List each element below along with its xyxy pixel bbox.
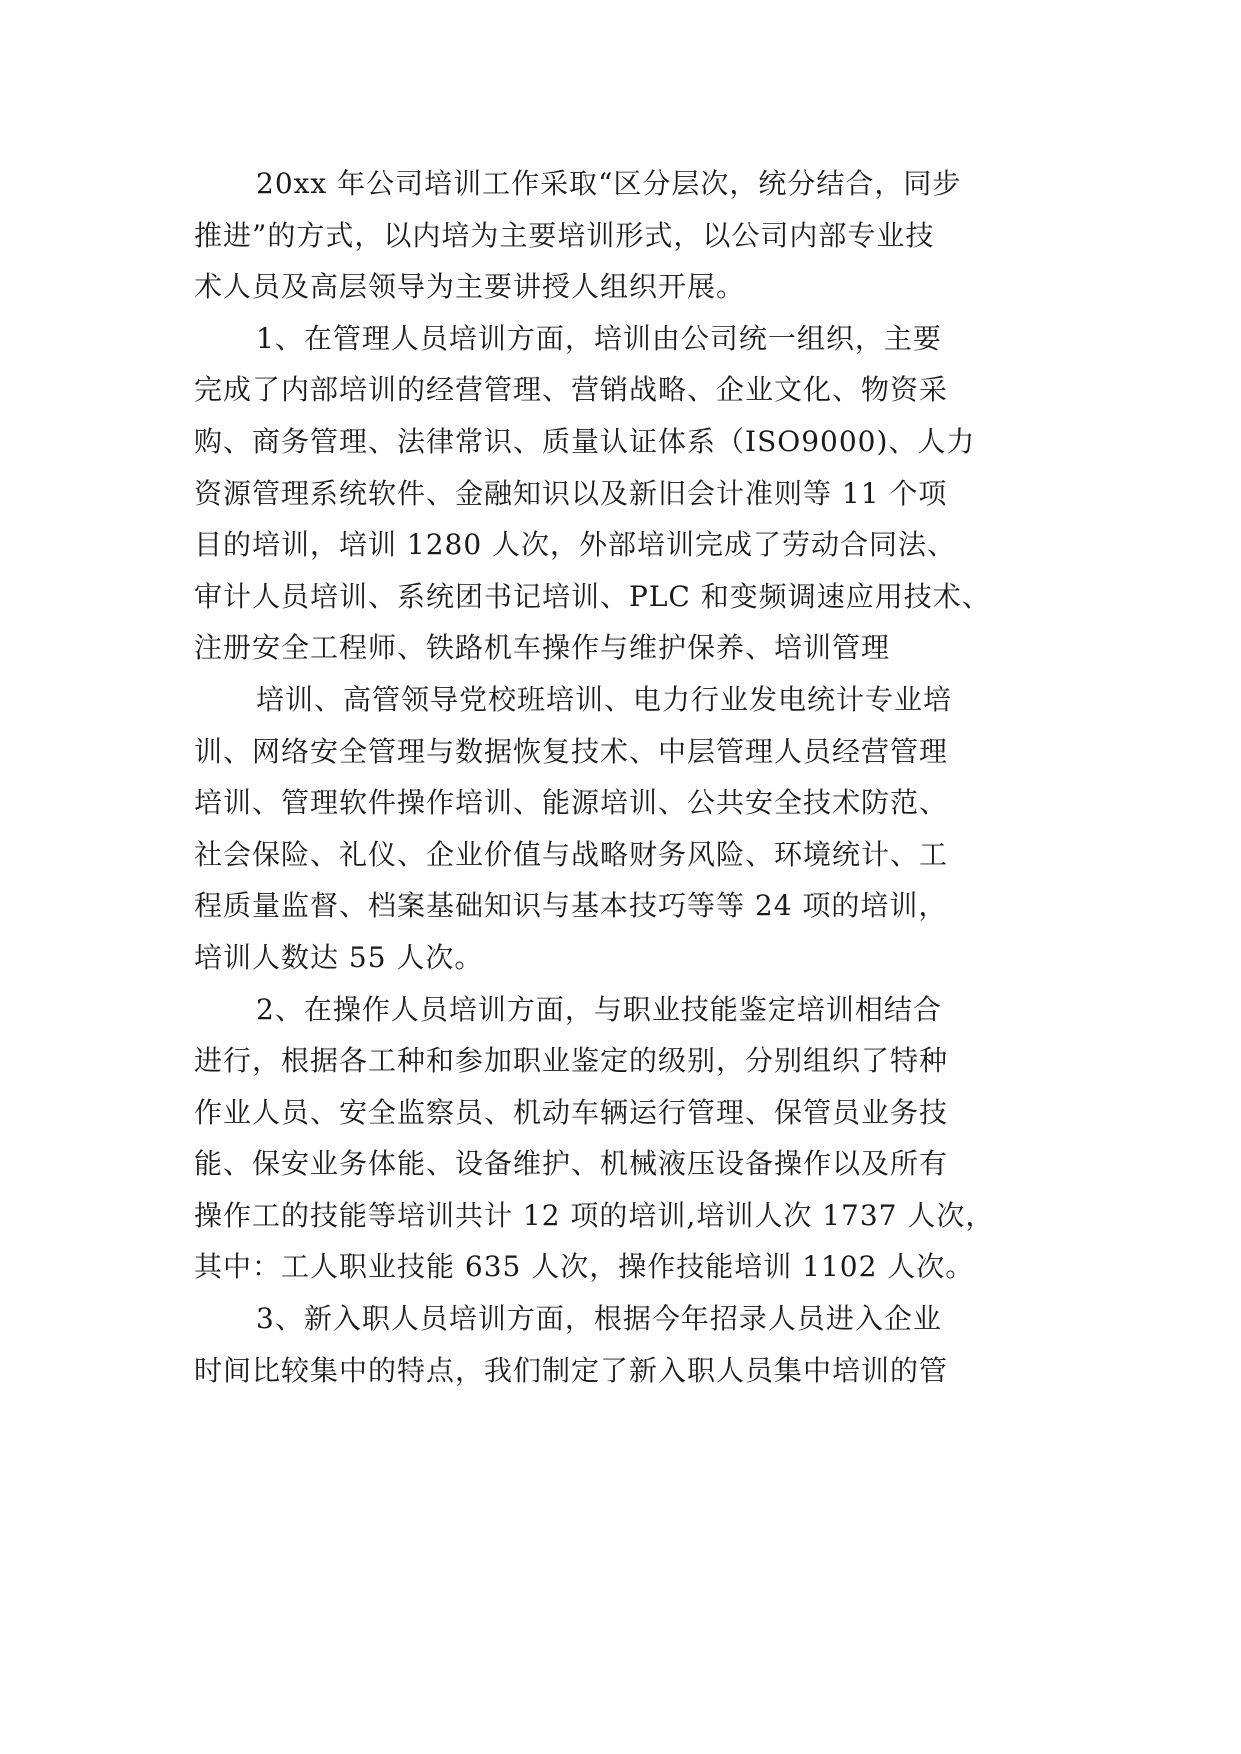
text-line: 训、网络安全管理与数据恢复技术、中层管理人员经营管理	[194, 734, 949, 768]
text-line: 程质量监督、档案基础知识与基本技巧等等 24 项的培训，	[194, 889, 948, 923]
text-line: 完成了内部培训的经营管理、营销战略、企业文化、物资采	[194, 373, 949, 407]
document-body	[194, 158, 1064, 1396]
text-line: 注册安全工程师、铁路机车操作与维护保养、培训管理	[194, 631, 891, 665]
text-line: 1、在管理人员培训方面，培训由公司统一组织，主要	[256, 321, 942, 355]
text-line: 培训、高管领导党校班培训、电力行业发电统计专业培	[256, 682, 953, 716]
text-line: 资源管理系统软件、金融知识以及新旧会计准则等 11 个项	[194, 476, 948, 510]
text-line: 时间比较集中的特点，我们制定了新入职人员集中培训的管	[194, 1353, 949, 1387]
text-line: 作业人员、安全监察员、机动车辆运行管理、保管员业务技	[194, 1095, 949, 1129]
text-line: 操作工的技能等培训共计 12 项的培训,培训人次 1737 人次，	[194, 1198, 995, 1232]
text-line: 20xx 年公司培训工作采取“区分层次，统分结合，同步	[256, 167, 962, 200]
text-line: 2、在操作人员培训方面，与职业技能鉴定培训相结合	[256, 992, 942, 1026]
text-line: 购、商务管理、法律常识、质量认证体系（ISO9000)、人力	[194, 424, 976, 458]
text-line: 社会保险、礼仪、企业价值与战略财务风险、环境统计、工	[194, 837, 949, 871]
text-line: 推进”的方式，以内培为主要培训形式，以公司内部专业技	[194, 218, 935, 252]
text-line: 术人员及高层领导为主要讲授人组织开展。	[194, 270, 746, 304]
text-line: 目的培训，培训 1280 人次，外部培训完成了劳动合同法、	[194, 528, 957, 562]
text-line: 进行，根据各工种和参加职业鉴定的级别，分别组织了特种	[194, 1044, 949, 1078]
text-line: 培训人数达 55 人次。	[194, 940, 484, 974]
text-line: 审计人员培训、系统团书记培训、PLC 和变频调速应用技术、	[194, 579, 991, 613]
text-line: 其中：工人职业技能 635 人次，操作技能培训 1102 人次。	[194, 1250, 975, 1284]
text-line: 3、新入职人员培训方面，根据今年招录人员进入企业	[256, 1302, 942, 1336]
text-line: 培训、管理软件操作培训、能源培训、公共安全技术防范、	[194, 786, 949, 820]
text-line: 能、保安业务体能、设备维护、机械液压设备操作以及所有	[194, 1147, 949, 1181]
